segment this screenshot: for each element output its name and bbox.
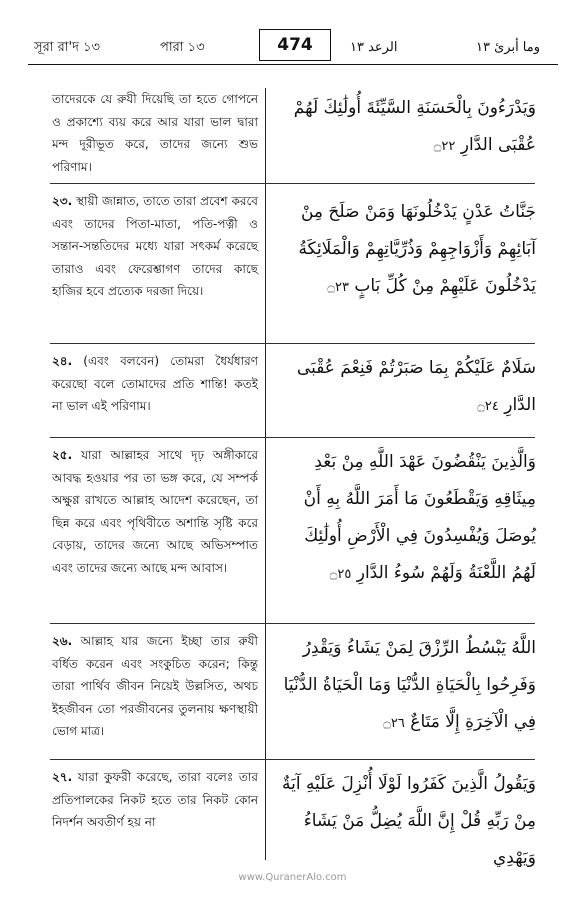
arabic-verse: وَيَدْرَءُونَ بِالْحَسَنَةِ السَّيِّئَةَ أُولَٰئِكَ لَهُمْ عُقْبَى الدَّارِ ۝٢٢ (293, 98, 536, 155)
para-name-bengali: পারা ১৩ (160, 40, 205, 55)
page-number: 474 (259, 29, 331, 61)
page-header (28, 18, 558, 65)
verse-separator (50, 759, 535, 760)
bengali-translation: ২৫. যারা আল্লাহর সাথে দৃঢ় অঙ্গীকারে আবদ্ধ হওয়ার পর তা ভঙ্গ করে, যে সম্পর্ক অক্ষুণ্ণ রাখতে আল্লাহ আদেশ করেছেন, তা ছিন্ন করে এবং পৃথিবীতে অশান্তি সৃষ্টি করে বেড়ায়, তাদের জন্যে আছে অভিসম্পাত এবং তাদের জন্যে আছে মন্দ আবাস। (52, 448, 258, 575)
surah-name-arabic: الرعد ١٣ (350, 40, 398, 55)
watermark: www.QuranerAlo.com (238, 872, 347, 883)
ayah-end-mark: ۝٢٣ (327, 280, 349, 295)
ayah-end-mark: ۝٢٦ (383, 716, 405, 731)
bengali-translation: ২৩. স্থায়ী জান্নাত, তাতে তারা প্রবেশ করবে এবং তাদের পিতা-মাতা, পতি-পত্নী ও সন্তান-সন্ততিদের মধ্যে যারা সৎকর্ম করেছে তারাও এবং ফেরেশ্তাগণ তাদের কাছে হাজির হবে প্রত্যেক দরজা দিয়ে। (52, 194, 258, 298)
verse-separator (50, 183, 535, 184)
verse-separator (50, 623, 535, 624)
bengali-translation: তাদেরকে যে রুযী দিয়েছি তা হতে গোপনে ও প্রকাশ্যে ব্যয় করে আর যারা ভাল দ্বারা মন্দ দূরীভূত করে, তাদের জন্যে শুভ পরিণাম। (52, 92, 258, 174)
arabic-verse: وَالَّذِينَ يَنْقُضُونَ عَهْدَ اللَّهِ مِنْ بَعْدِ مِيثَاقِهِ وَيَقْطَعُونَ مَا أَمَرَ اللَّهُ بِهِ أَنْ يُوصَلَ وَيُفْسِدُونَ فِي الْأَرْضِ أُولَٰئِكَ لَهُمُ اللَّعْنَةُ وَلَهُمْ سُوءُ الدَّارِ ۝٢٥ (303, 452, 536, 583)
arabic-verse: جَنَّاتُ عَدْنٍ يَدْخُلُونَهَا وَمَنْ صَلَحَ مِنْ آبَائِهِمْ وَأَزْوَاجِهِمْ وَذُرِّيَّاتِهِمْ وَالْمَلَائِكَةُ يَدْخُلُونَ عَلَيْهِمْ مِنْ كُلِّ بَابٍ ۝٢٣ (298, 202, 536, 296)
ayah-end-mark: ۝٢٢ (433, 139, 456, 154)
bengali-translation: ২৬. আল্লাহ যার জন্যে ইচ্ছা তার রুযী বর্ধিত করেন এবং সংকুচিত করেন; কিন্তু তারা পার্থিব জীবন নিয়েই উল্লসিত, অথচ ইহজীবন তো পরজীবনের তুলনায় ক্ষণস্থায়ী ভোগ মাত্র। (52, 634, 258, 738)
ayah-end-mark: ۝٢٤ (477, 399, 499, 414)
arabic-verse: وَيَقُولُ الَّذِينَ كَفَرُوا لَوْلَا أُنْزِلَ عَلَيْهِ آيَةٌ مِنْ رَبِّهِ قُلْ إِنَّ اللَّهَ يُضِلُّ مَنْ يَشَاءُ وَيَهْدِي (281, 774, 536, 868)
verse-separator (50, 343, 535, 344)
bengali-translation: ২৭. যারা কুফরী করেছে, তারা বলেঃ তার প্রতিপালকের নিকট হতে তার নিকট কোন নিদর্শন অবতীর্ণ হয় না (52, 770, 258, 829)
arabic-verse: اللَّهُ يَبْسُطُ الرِّزْقَ لِمَنْ يَشَاءُ وَيَقْدِرُ وَفَرِحُوا بِالْحَيَاةِ الدُّنْيَا وَمَا الْحَيَاةُ الدُّنْيَا فِي الْآخِرَةِ إِلَّا مَتَاعٌ ۝٢٦ (283, 638, 536, 732)
verse-separator (50, 437, 535, 438)
column-divider (265, 88, 266, 860)
surah-name-bengali: সূরা রা'দ ১৩ (34, 40, 100, 55)
bengali-translation: ২৪. (এবং বলবেন) তোমরা ধৈর্যধারণ করেছো বলে তোমাদের প্রতি শান্তি! কতই না ভাল এই পরিণাম। (52, 354, 258, 413)
ayah-end-mark: ۝٢٥ (329, 567, 352, 582)
arabic-verse: سَلَامٌ عَلَيْكُمْ بِمَا صَبَرْتُمْ فَنِعْمَ عُقْبَى الدَّارِ ۝٢٤ (296, 358, 536, 415)
para-name-arabic: وما أبرئ ١٣ (476, 40, 541, 55)
